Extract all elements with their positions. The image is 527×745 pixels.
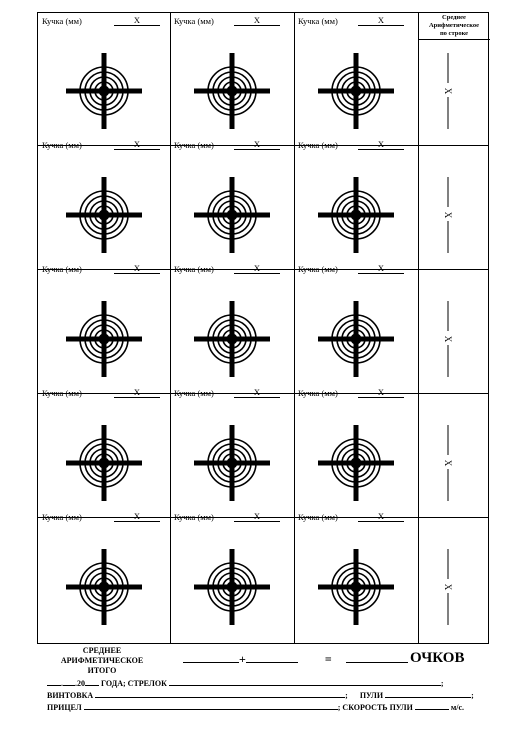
- row-average-field[interactable]: [438, 51, 458, 131]
- group-size-field[interactable]: X: [114, 264, 160, 274]
- target-icon: [316, 423, 396, 503]
- scope-label: ПРИЦЕЛ: [47, 703, 82, 712]
- target-icon: [64, 299, 144, 379]
- scope-field[interactable]: [84, 709, 338, 710]
- target-cell[interactable]: [170, 261, 294, 385]
- svg-text:X: X: [443, 583, 453, 591]
- group-size-field[interactable]: X: [358, 16, 404, 26]
- target-icon: [192, 299, 272, 379]
- svg-text:X: X: [443, 335, 453, 343]
- target-cell[interactable]: [294, 261, 418, 385]
- bullets-field[interactable]: [385, 697, 471, 698]
- svg-text:X: X: [443, 87, 453, 95]
- avg-header-text: Среднее: [442, 14, 466, 21]
- total-average-text: АРИФМЕТИЧЕСКОЕ: [60, 656, 144, 665]
- target-cell[interactable]: [38, 509, 170, 633]
- group-size-field[interactable]: X: [358, 140, 404, 150]
- group-size-field[interactable]: X: [234, 388, 280, 398]
- group-size-label: Кучка (мм): [174, 512, 214, 522]
- target-icon: [64, 51, 144, 131]
- row-average-field[interactable]: [438, 175, 458, 255]
- year-prefix: 20: [77, 679, 85, 688]
- target-icon: [192, 175, 272, 255]
- day-field[interactable]: [47, 685, 61, 686]
- shooter-label: ГОДА; СТРЕЛОК: [101, 679, 167, 688]
- group-size-label: Кучка (мм): [298, 264, 338, 274]
- group-size-label: Кучка (мм): [298, 512, 338, 522]
- target-icon: [64, 423, 144, 503]
- speed-unit: м/с.: [450, 703, 465, 712]
- group-size-label: Кучка (мм): [42, 264, 82, 274]
- group-size-field[interactable]: X: [114, 140, 160, 150]
- rifle-label: ВИНТОВКА: [47, 691, 94, 700]
- group-size-field[interactable]: X: [358, 264, 404, 274]
- shooter-field[interactable]: [169, 685, 441, 686]
- target-cell[interactable]: [170, 13, 294, 137]
- result-label: ОЧКОВ: [410, 650, 465, 666]
- equals-sign: =: [324, 652, 332, 666]
- target-icon: [316, 547, 396, 627]
- speed-field[interactable]: [415, 709, 449, 710]
- score-sheet: [37, 12, 489, 644]
- rifle-field[interactable]: [95, 697, 345, 698]
- row-average-field[interactable]: [438, 423, 458, 503]
- group-size-field[interactable]: X: [234, 512, 280, 522]
- target-cell[interactable]: [170, 385, 294, 509]
- target-cell[interactable]: [38, 137, 170, 261]
- group-size-label: Кучка (мм): [298, 16, 338, 26]
- avg-header-text: по строке: [439, 30, 469, 37]
- total-average-text: СРЕДНЕЕ: [82, 646, 122, 655]
- month-field[interactable]: [63, 685, 75, 686]
- group-size-label: Кучка (мм): [42, 512, 82, 522]
- group-size-field[interactable]: X: [114, 16, 160, 26]
- total-average-label: [47, 646, 157, 676]
- target-cell[interactable]: [294, 13, 418, 137]
- speed-label: СКОРОСТЬ ПУЛИ: [342, 703, 413, 712]
- grid-divider: [418, 13, 419, 643]
- row-average-field[interactable]: [438, 299, 458, 379]
- group-size-label: Кучка (мм): [42, 140, 82, 150]
- target-icon: [316, 175, 396, 255]
- target-cell[interactable]: [170, 509, 294, 633]
- target-icon: [192, 423, 272, 503]
- group-size-field[interactable]: X: [234, 140, 280, 150]
- target-cell[interactable]: [38, 261, 170, 385]
- target-icon: [192, 51, 272, 131]
- target-cell[interactable]: [294, 509, 418, 633]
- group-size-field[interactable]: X: [114, 512, 160, 522]
- target-icon: [316, 299, 396, 379]
- group-size-field[interactable]: X: [114, 388, 160, 398]
- footer: [37, 644, 489, 744]
- target-cell[interactable]: [294, 385, 418, 509]
- group-size-field[interactable]: X: [358, 512, 404, 522]
- group-size-label: Кучка (мм): [298, 140, 338, 150]
- group-size-label: Кучка (мм): [42, 388, 82, 398]
- score-formula: [183, 652, 408, 667]
- group-size-field[interactable]: X: [234, 264, 280, 274]
- target-icon: [316, 51, 396, 131]
- plus-sign: +: [239, 652, 246, 666]
- row-average-field[interactable]: [438, 547, 458, 627]
- target-icon: [64, 547, 144, 627]
- score-total-field[interactable]: [346, 662, 408, 663]
- avg-column-header: [418, 13, 490, 39]
- date-shooter-row: . .20 ГОДА; СТРЕЛОК ;: [47, 679, 444, 688]
- target-cell[interactable]: [170, 137, 294, 261]
- score-field-2[interactable]: [246, 662, 298, 663]
- avg-header-text: Арифметическое: [428, 22, 480, 29]
- svg-text:X: X: [443, 459, 453, 467]
- group-size-label: Кучка (мм): [174, 140, 214, 150]
- group-size-label: Кучка (мм): [298, 388, 338, 398]
- rifle-row: ВИНТОВКА ; ПУЛИ ;: [47, 691, 474, 700]
- scope-row: ПРИЦЕЛ ; СКОРОСТЬ ПУЛИ м/с.: [47, 703, 465, 712]
- target-cell[interactable]: [38, 13, 170, 137]
- bullets-label: ПУЛИ: [359, 691, 384, 700]
- group-size-label: Кучка (мм): [174, 16, 214, 26]
- target-icon: [192, 547, 272, 627]
- avg-header-divider: [418, 39, 490, 40]
- group-size-label: Кучка (мм): [174, 388, 214, 398]
- target-icon: [64, 175, 144, 255]
- group-size-label: Кучка (мм): [42, 16, 82, 26]
- score-field-1[interactable]: [183, 662, 239, 663]
- target-cell[interactable]: [38, 385, 170, 509]
- year-field[interactable]: [85, 685, 99, 686]
- target-cell[interactable]: [294, 137, 418, 261]
- group-size-field[interactable]: X: [234, 16, 280, 26]
- group-size-label: Кучка (мм): [174, 264, 214, 274]
- total-average-text: ИТОГО: [87, 666, 117, 675]
- group-size-field[interactable]: X: [358, 388, 404, 398]
- svg-text:X: X: [443, 211, 453, 219]
